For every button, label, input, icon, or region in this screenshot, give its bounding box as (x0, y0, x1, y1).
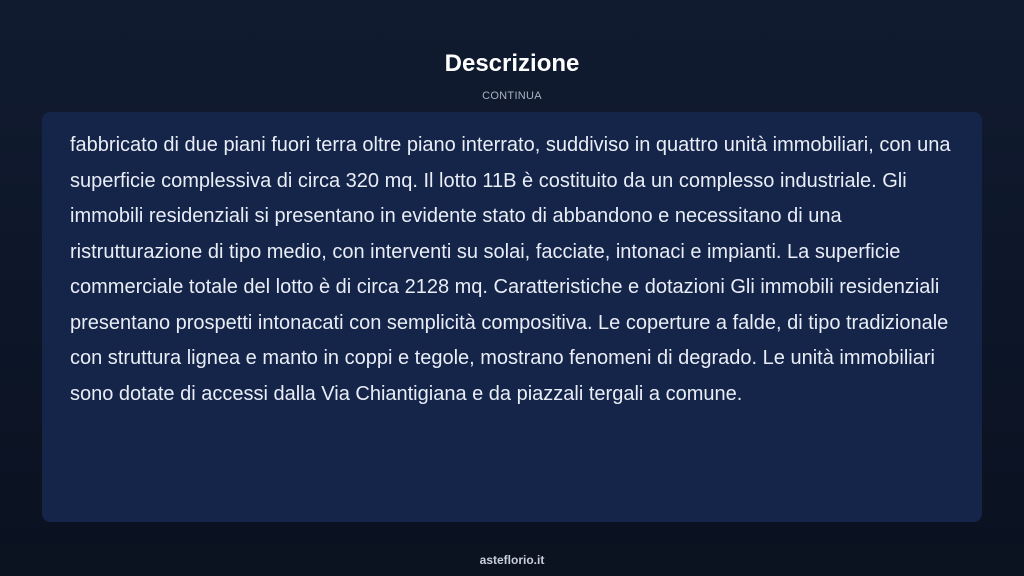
footer-bar (0, 544, 1024, 576)
footer-site-label: asteflorio.it (479, 553, 545, 567)
description-text: fabbricato di due piani fuori terra oltre piano interrato, suddiviso in quattro unità immobiliari, con una superficie complessiva di circa 320 mq. Il lotto 11B è costituito da un complesso industriale. Gli immobili residenziali si presentano in evidente stato di abbandono e necessitano di una ristrutturazione di tipo medio, con interventi su solai, facciate, intonaci e impianti. La superficie commerciale totale del lotto è di circa 2128 mq. Caratteristiche e dotazioni Gli immobili residenziali presentano prospetti intonacati con semplicità compositiva. Le coperture a falde, di tipo tradizionale con struttura lignea e manto in coppi e tegole, mostrano fenomeni di degrado. Le unità immobiliari sono dotate di accessi dalla Via Chiantigiana e da piazzali tergali a comune. (70, 134, 951, 405)
page-title: Descrizione (444, 50, 580, 77)
description-card (42, 112, 982, 522)
continua-label: CONTINUA (482, 90, 542, 102)
